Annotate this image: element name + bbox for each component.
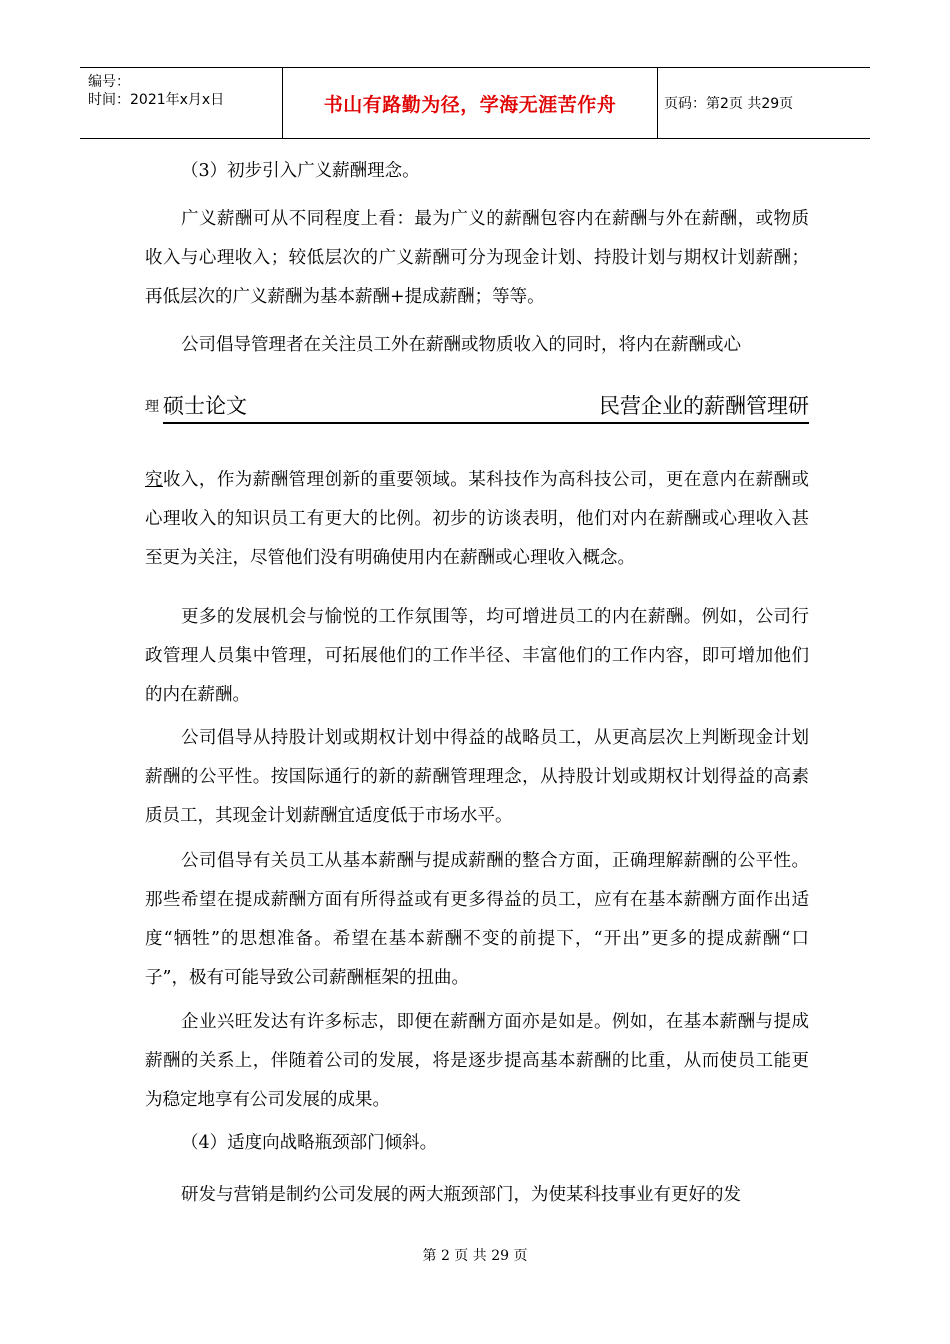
document-header bbox=[80, 67, 870, 139]
paragraph-4-first-char: 究 bbox=[145, 470, 163, 490]
paragraph-4-text: 收入，作为薪酬管理创新的重要领域。某科技作为高科技公司，更在意内在薪酬或心理收入的知识员工有更大的比例。初步的访谈表明，他们对内在薪酬或心理收入甚至更为关注，尽管他们没有明确使用内在薪酬或心理收入概念。 bbox=[145, 470, 810, 568]
paragraph-6: 公司倡导从持股计划或期权计划中得益的战略员工，从更高层次上判断现金计划薪酬的公平性。按国际通行的新的薪酬管理理念，从持股计划或期权计划得益的高素质员工，其现金计划薪酬宜适度低于市场水平。 bbox=[145, 728, 809, 826]
paragraph-10: 研发与营销是制约公司发展的两大瓶颈部门，为使某科技事业有更好的发 bbox=[181, 1185, 741, 1205]
paragraph-7: 公司倡导有关员工从基本薪酬与提成薪酬的整合方面，正确理解薪酬的公平性。那些希望在提成薪酬方面有所得益或有更多得益的员工，应有在基本薪酬方面作出适度“牺牲”的思想准备。希望在基本薪酬不变的前提下，“开出”更多的提成薪酬“口子”，极有可能导致公司薪酬框架的扭曲。 bbox=[145, 851, 809, 988]
running-header-left-title: 硕士论文 bbox=[163, 394, 247, 418]
header-page-label: 页码：第2页 共29页 bbox=[664, 96, 794, 112]
running-header bbox=[145, 388, 809, 428]
paragraph-5: 更多的发展机会与愉悦的工作氛围等，均可增进员工的内在薪酬。例如，公司行政管理人员集中管理，可拓展他们的工作半径、丰富他们的工作内容，即可增加他们的内在薪酬。 bbox=[145, 607, 809, 705]
header-meta-cell bbox=[80, 68, 283, 138]
paragraph-2: 广义薪酬可从不同程度上看：最为广义的薪酬包容内在薪酬与外在薪酬，或物质收入与心理收入；较低层次的广义薪酬可分为现金计划、持股计划与期权计划薪酬；再低层次的广义薪酬为基本薪酬+提成薪酬；等等。 bbox=[145, 209, 809, 307]
running-header-leading-char: 理 bbox=[145, 399, 159, 415]
running-header-right-title: 民营企业的薪酬管理研 bbox=[599, 394, 809, 418]
running-header-rule bbox=[163, 422, 809, 424]
paragraph-8: 企业兴旺发达有许多标志，即便在薪酬方面亦是如是。例如，在基本薪酬与提成薪酬的关系上，伴随着公司的发展，将是逐步提高基本薪酬的比重，从而使员工能更为稳定地享有公司发展的成果。 bbox=[145, 1012, 809, 1110]
paragraph-4 bbox=[145, 461, 809, 578]
paragraph-9: （4）适度向战略瓶颈部门倾斜。 bbox=[181, 1133, 438, 1153]
header-motto-cell bbox=[283, 68, 658, 138]
header-page-cell bbox=[658, 68, 870, 138]
page-footer: 第 2 页 共 29 页 bbox=[422, 1248, 528, 1264]
paragraph-1: （3）初步引入广义薪酬理念。 bbox=[181, 161, 420, 181]
header-number-label: 编号： bbox=[88, 74, 130, 90]
paragraph-3: 公司倡导管理者在关注员工外在薪酬或物质收入的同时，将内在薪酬或心 bbox=[181, 335, 741, 355]
header-motto: 书山有路勤为径，学海无涯苦作舟 bbox=[323, 93, 617, 116]
header-time-label: 时间：2021年x月x日 bbox=[88, 92, 225, 108]
